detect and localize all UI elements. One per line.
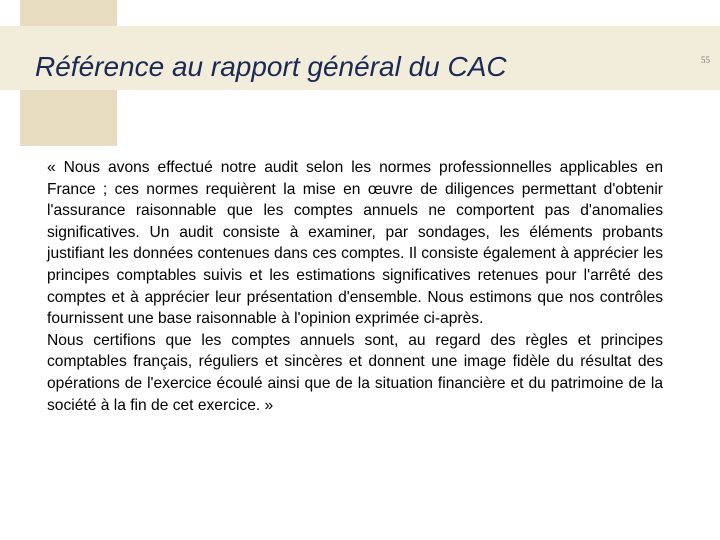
quote-paragraph-certification: Nous certifions que les comptes annuels sont, au regard des règles et principes comptables français, réguliers et sincères et donnent une image fidèle du résultat des opérations de l'exercice écoulé ainsi que de la situation financière et du patrimoine de la société à la fin de cet exercice. » [47, 331, 663, 414]
slide-title: Référence au rapport général du CAC [35, 51, 507, 82]
quote-body [47, 157, 663, 416]
quote-paragraph-audit: « Nous avons effectué notre audit selon les normes professionnelles applicables en France ; ces normes requièrent la mise en œuvre de diligences permettant d'obtenir l'assurance raisonnable que les comptes annuels ne comportent pas d'anomalies significatives. Un audit consiste à examiner, par sondages, les éléments probants justifiant les données contenues dans ces comptes. Il consiste également à apprécier les principes comptables suivis et les estimations significatives retenues pour l'arrêté des comptes et à apprécier leur présentation d'ensemble. Nous estimons que nos contrôles fournissent une base raisonnable à l'opinion exprimée ci-après. [47, 159, 663, 328]
slide-number: 55 [701, 55, 710, 65]
